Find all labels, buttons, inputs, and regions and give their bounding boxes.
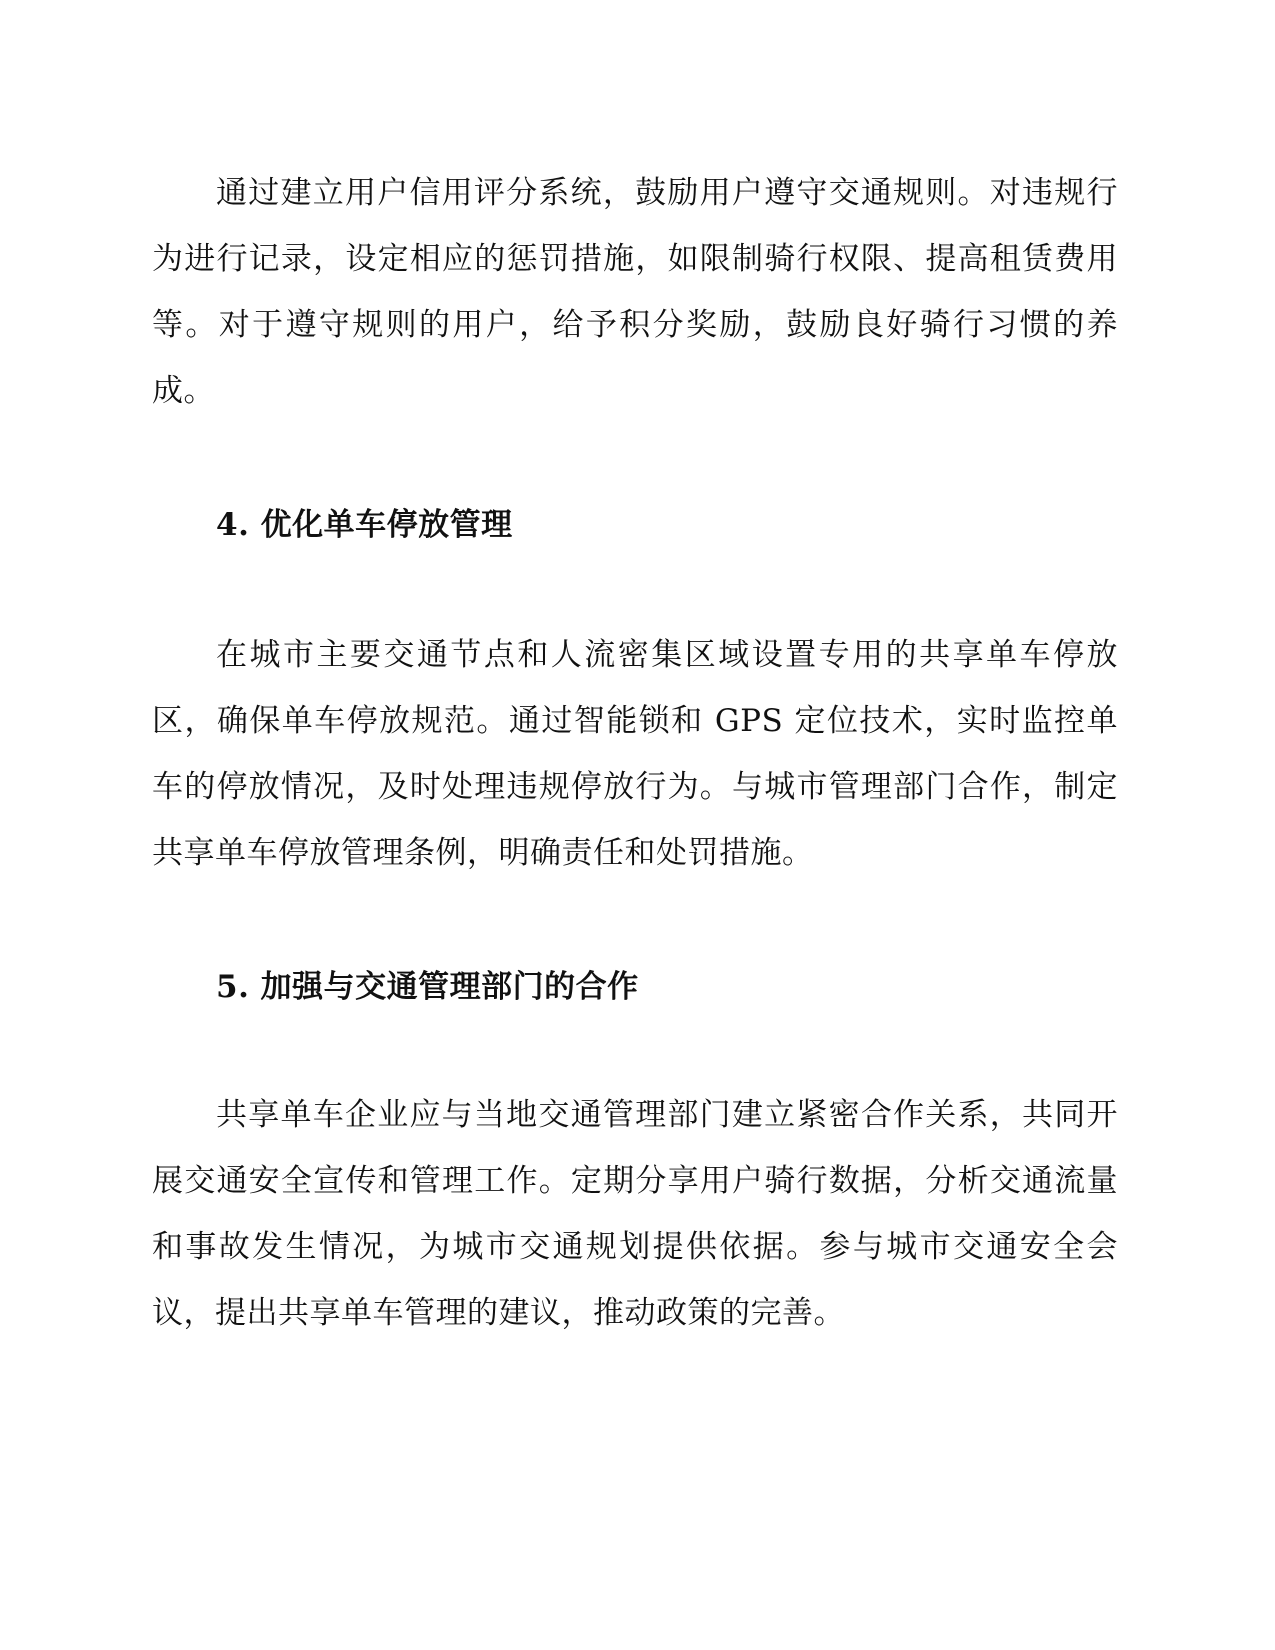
paragraph-credit-system: 通过建立用户信用评分系统，鼓励用户遵守交通规则。对违规行为进行记录，设定相应的惩罚措施，如限制骑行权限、提高租赁费用等。对于遵守规则的用户，给予积分奖励，鼓励良好骑行习惯的养成。 (152, 175, 1118, 409)
paragraph-parking-management: 在城市主要交通节点和人流密集区域设置专用的共享单车停放区，确保单车停放规范。通过智能锁和 GPS 定位技术，实时监控单车的停放情况，及时处理违规停放行为。与城市管理部门合作，制定共享单车停放管理条例，明确责任和处罚措施。 (152, 637, 1118, 871)
section-heading-parking-management: 4. 优化单车停放管理 (216, 507, 513, 543)
paragraph-traffic-cooperation: 共享单车企业应与当地交通管理部门建立紧密合作关系，共同开展交通安全宣传和管理工作。定期分享用户骑行数据，分析交通流量和事故发生情况，为城市交通规划提供依据。参与城市交通安全会议，提出共享单车管理的建议，推动政策的完善。 (152, 1097, 1118, 1331)
section-heading-traffic-cooperation: 5. 加强与交通管理部门的合作 (216, 969, 639, 1005)
